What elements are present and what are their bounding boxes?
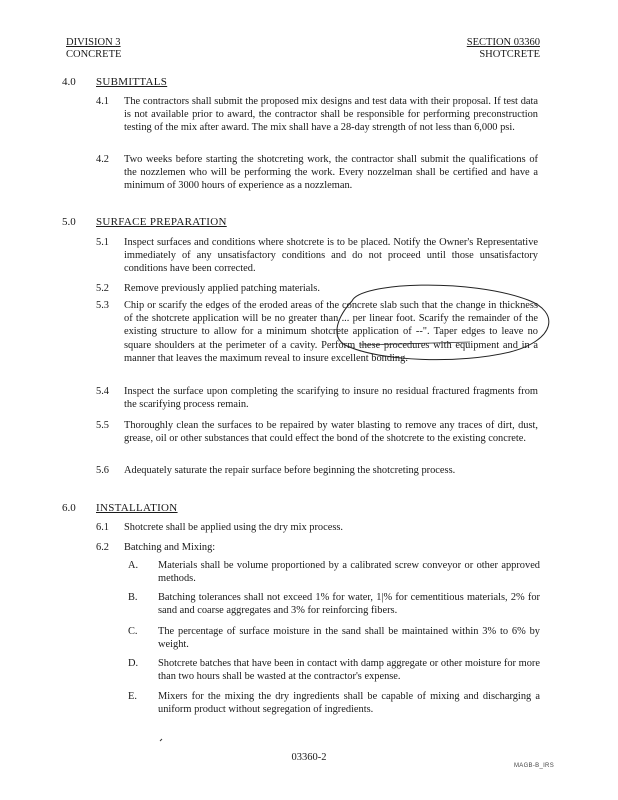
paragraph-text: Remove previously applied patching materials.: [124, 283, 320, 294]
section-number: 4.0: [62, 76, 76, 88]
section-title: SUBMITTALS: [96, 76, 168, 88]
paragraph-number: 5.4: [96, 386, 109, 397]
subparagraph-letter: E.: [128, 691, 137, 702]
paragraph-text: Adequately saturate the repair surface before beginning the shotcreting process.: [124, 465, 456, 476]
scan-stamp: MAGB-B_IRS: [513, 763, 554, 769]
division-label: DIVISION 3: [66, 37, 121, 48]
subparagraph-text: Materials shall be volume proportioned by a calibrated screw conveyor or other approved methods.: [158, 560, 540, 585]
paragraph-number: 5.3: [96, 300, 109, 311]
section-label: SECTION 03360: [466, 37, 540, 48]
paragraph-text: Shotcrete shall be applied using the dry mix process.: [124, 522, 344, 533]
paragraph-text: Chip or scarify the edges of the eroded areas of the concrete slab such that the change in thickness of the shotcrete application will be no greater than ... per linear foot. Scarify the remainder of the existing structure to allow for a minimum shotcrete application of --". Taper edges to leave no square shoulders at the perimeter of a cavity. Perform these procedures with equipment and in a manner that leaves the maximum reveal to insure excellent bonding.: [124, 300, 538, 364]
section-number: 5.0: [62, 216, 76, 228]
page-number: 03360-2: [291, 752, 327, 763]
paragraph-number: 5.2: [96, 283, 109, 294]
subparagraph-letter: A.: [128, 560, 139, 571]
paragraph-number: 5.6: [96, 465, 109, 476]
paragraph-number: 6.2: [96, 542, 109, 553]
paragraph-number: 5.5: [96, 420, 109, 431]
paragraph-text: Inspect the surface upon completing the scarifying to insure no residual fractured fragments from the scarifying process remain.: [124, 386, 538, 411]
paragraph-text: Inspect surfaces and conditions where shotcrete is to be placed. Notify the Owner's Representative immediately of any unsatisfactory conditions and do not proceed until those unsatisfactory conditions have been corrected.: [124, 237, 538, 275]
paragraph-text: The contractors shall submit the proposed mix designs and test data with their proposal. If test data is not available prior to award, the contractor shall be responsible for performing preconstruction testing of the mix after award. The mix shall have a 28-day strength of not less than 6,000 psi.: [124, 96, 538, 134]
subparagraph-letter: C.: [128, 626, 138, 637]
section-title: INSTALLATION: [96, 502, 178, 514]
pen-dot-mark: [160, 739, 162, 741]
section-number: 6.0: [62, 502, 76, 514]
paragraph-text: Batching and Mixing:: [124, 542, 216, 553]
header-right: [467, 37, 540, 61]
header-left: [66, 37, 121, 61]
subparagraph-text: Shotcrete batches that have been in contact with damp aggregate or other moisture for more than two hours shall be wasted at the contractor's expense.: [158, 658, 540, 683]
paragraph-text: Two weeks before starting the shotcreting work, the contractor shall submit the qualifications of the nozzlemen who will be performing the work. Every nozzelman shall be certified and have a minimum of 3000 hours of experience as a nozzleman.: [124, 154, 538, 192]
paragraph-number: 4.1: [96, 96, 109, 107]
subparagraph-text: The percentage of surface moisture in the sand shall be maintained within 3% to 6% by weight.: [158, 626, 540, 651]
paragraph-number: 6.1: [96, 522, 109, 533]
paragraph-text: Thoroughly clean the surfaces to be repaired by water blasting to remove any traces of dirt, dust, grease, oil or other substances that could effect the bond of the shotcrete to the existing concrete.: [124, 420, 538, 445]
subparagraph-text: Batching tolerances shall not exceed 1% for water, 1|% for cementitious materials, 2% for sand and coarse aggregates and 3% for reinforcing fibers.: [158, 592, 540, 617]
division-name: CONCRETE: [66, 49, 122, 60]
subparagraph-text: Mixers for the mixing the dry ingredients shall be capable of mixing and discharging a uniform product without segregation of ingredients.: [158, 691, 540, 716]
paragraph-number: 4.2: [96, 154, 109, 165]
subparagraph-letter: D.: [128, 658, 139, 669]
section-title: SURFACE PREPARATION: [96, 216, 227, 228]
subparagraph-letter: B.: [128, 592, 138, 603]
section-name: SHOTCRETE: [479, 49, 540, 60]
paragraph-number: 5.1: [96, 237, 109, 248]
